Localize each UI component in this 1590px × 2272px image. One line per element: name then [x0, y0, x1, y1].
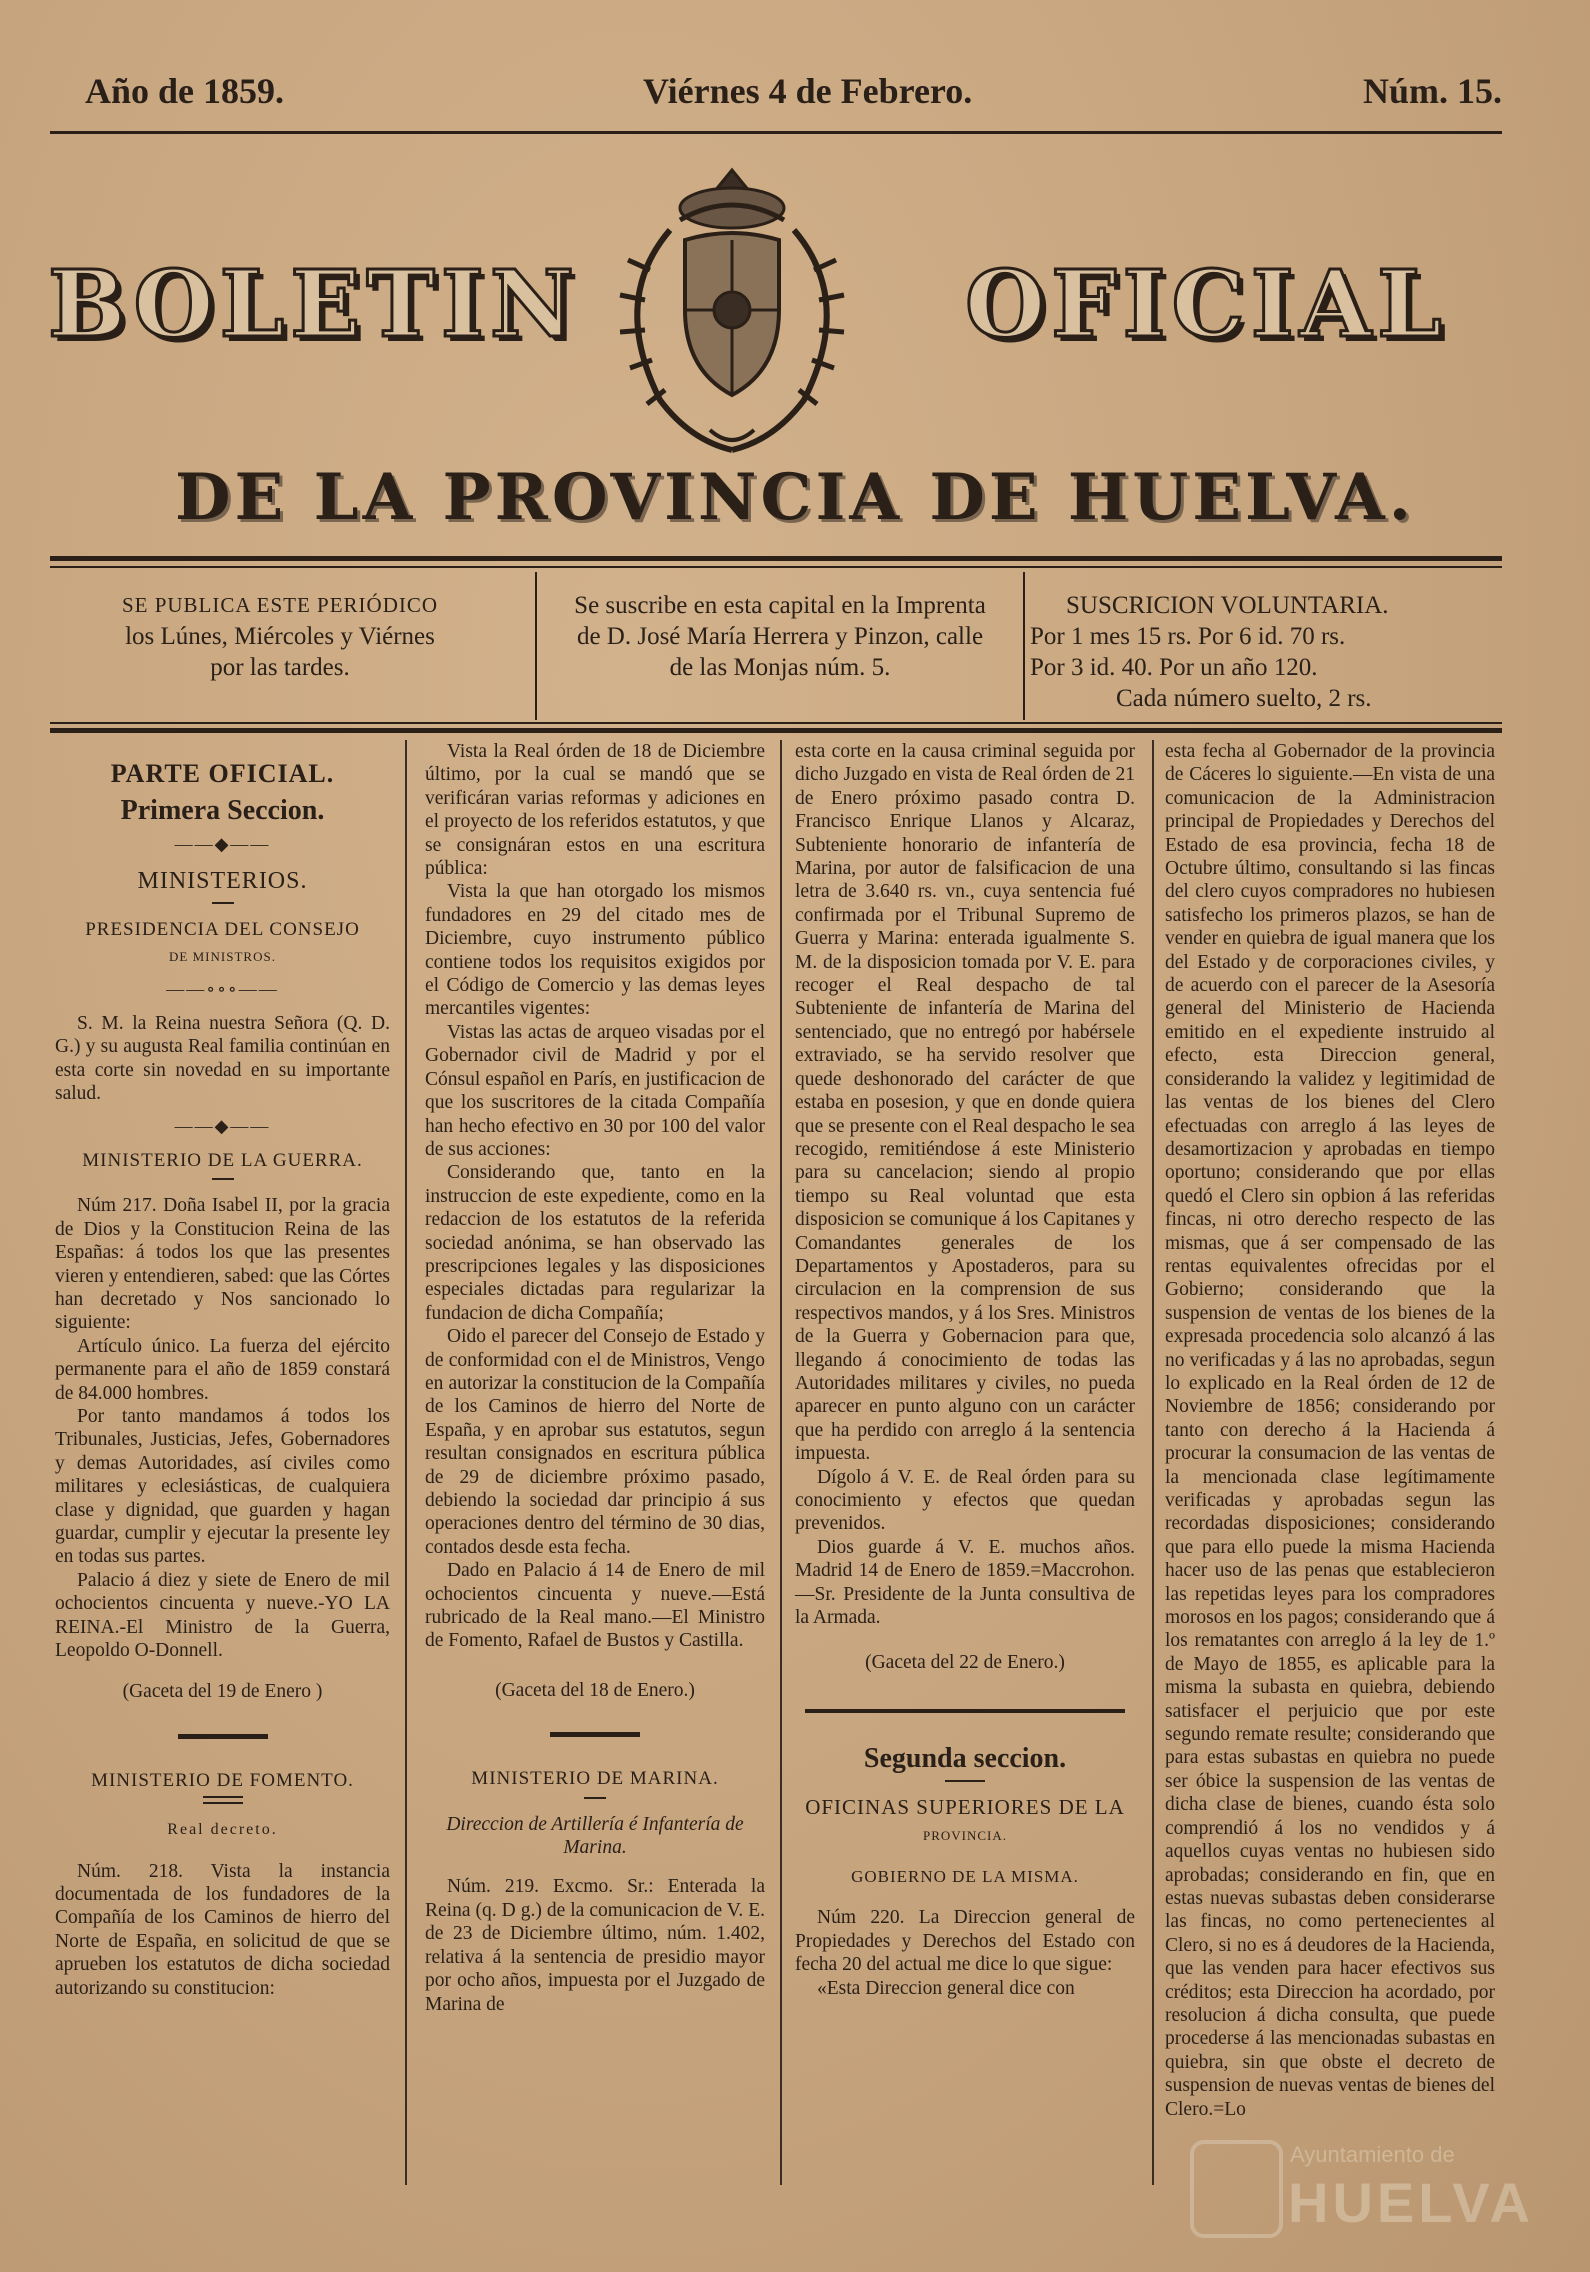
section-bar [550, 1732, 640, 1737]
issue-date: Viérnes 4 de Febrero. [643, 71, 973, 111]
real-decreto-heading: Real decreto. [167, 1821, 278, 1839]
column-1 [55, 740, 390, 2000]
paragraph: Oido el parecer del Consejo de Estado y de conformidad con el de Ministros, Vengo en autorizar la constitucion de la Compañía de los Caminos de hierro del Norte de España, y en aprobar sus estatutos, segun resultan consignados en escritura pública de 29 de diciembre próximo pasado, debiendo la sociedad dar principio á sus operaciones dentro del término de 30 dias, contados desde esta fecha. [425, 1326, 765, 1558]
archive-watermark [1190, 2130, 1534, 2240]
column-divider [405, 740, 407, 2185]
paragraph: Dígolo á V. E. de Real órden para su conocimiento y efectos que quedan prevenidos. [795, 1466, 1135, 1535]
dateline [55, 70, 1503, 120]
paragraph: Dado en Palacio á 14 de Enero de mil ochocientos cincuenta y nueve.—Está rubricado de la Real mano.—El Ministro de Fomento, Rafael de Bustos y Castilla. [425, 1560, 765, 1652]
paragraph: Núm 220. La Direccion general de Propiedades y Derechos del Estado con fecha 20 del actual me dice lo que sigue: [795, 1907, 1135, 1976]
issue-number: Núm. 15. [1363, 71, 1503, 111]
oficinas-heading: OFICINAS SUPERIORES DE LA [805, 1795, 1125, 1820]
info-rule-1 [50, 722, 1502, 724]
subscription-prices-line: SUSCRICION VOLUNTARIA. [1066, 592, 1389, 619]
paragraph: Vista la Real órden de 18 de Diciembre último, por la cual se mandó que se verificáran varias reformas y adiciones en el proyecto de los referidos estatutos, y que se consignáran estos en una escritura pública: [425, 741, 765, 880]
paragraph: «Esta Direccion general dice con [817, 1977, 1075, 1999]
subscription-prices-line: Por 3 id. 40. Por un año 120. [1030, 654, 1318, 681]
city-logo-icon [1190, 2140, 1283, 2238]
subscription-place-line: de D. José María Herrera y Pinzon, calle [576, 623, 984, 650]
watermark-small-text: Ayuntamiento de [1290, 2142, 1455, 2167]
publication-info-line: SE PUBLICA ESTE PERIÓDICO [121, 593, 439, 617]
fomento-heading: MINISTERIO DE FOMENTO. [91, 1769, 354, 1791]
paragraph: Dios guarde á V. E. muchos años. Madrid 14 de Enero de 1859.=Maccrohon.—Sr. Presidente de la Junta consultiva de la Armada. [795, 1536, 1135, 1629]
column-3 [795, 740, 1135, 2000]
ornament-divider: ——◆—— [174, 1116, 271, 1137]
column-2 [425, 740, 765, 2016]
paragraph: Vistas las actas de arqueo visadas por el Gobernador civil de Madrid y por el Cónsul español en París, en justificacion de que los suscritores de la citada Compañía han hecho efectivo en 30 por 100 del valor de sus acciones: [425, 1021, 765, 1160]
paragraph: esta fecha al Gobernador de la provincia de Cáceres lo siguiente.—En vista de una comunicacion de la Administracion principal de Propiedades y Derechos del Estado de esa provincia, fecha 18 de Octubre último, consultando si las fincas del clero cuyos compradores no hubiesen satisfecho los primeros plazos, se han de vender en quiebra de igual manera que los del Estado y de corporaciones civiles, y de acuerdo con el parecer de la Asesoría general del Ministerio de Hacienda emitido en el expediente instruido al efecto, esta Direccion general, considerando la validez y legitimidad de las ventas de los bienes del Clero efectuadas con arreglo á las leyes de desamortizacion y aprobadas en tiempo oportuno; considerando que por ellas quedó el Clero sin opbion á las referidas fincas, ni otro derecho respecto de las mismas, que á ser compensado de las rentas equivalentes ofrecidas por el Gobierno; considerando que la suspension de ventas de los bienes de la expresada procedencia solo alcanzó á las no verificadas y á las no aprobadas, segun lo explicado en la Real órden de 12 de Noviembre de 1856; considerando por tanto con derecho á la Hacienda á procurar la consumacion de las ventas de la mencionada clase legítimamente verificadas y aprobadas segun las recordadas disposiciones; considerando que para ello puede la misma Hacienda hacer uso de las penas que establecieron las repetidas leyes para los compradores morosos en los pagos; considerando que á los rematantes con arreglo á la ley de 1.º de Mayo de 1855, es aplicable para la misma la subasta en quiebra, debiendo satisfacer el perjuicio que por este segundo remate resulte; considerando que para estas subastas en quiebra no puede ser óbice la suspension de las ventas de dicha clase de bienes, cuando ésta solo comprendió á los no vendidos y á aquellos cuyas ventas no hubiesen sido aprobadas; considerando en fin, que en estas nuevas subastas deben considerarse las fincas, no como pertenecientes al Clero, si no es á deudores de la Hacienda, que las venden para hacer efectivos sus créditos; esta Direccion ha acordado, por resolucion á dicha consulta, que puede procederse á las mencionadas subastas en quiebra, sin que obste el decreto de suspension de nuevas ventas de bienes del Clero.=Lo [1165, 741, 1495, 2120]
column-divider [1152, 740, 1154, 2185]
masthead-rule-2 [50, 566, 1502, 568]
coat-of-arms-icon [590, 160, 875, 460]
short-dash [212, 1178, 234, 1180]
presidencia-heading: PRESIDENCIA DEL CONSEJO [85, 918, 360, 940]
paragraph: Por tanto mandamos á todos los Tribunales, Justicias, Jefes, Gobernadores y demas Autoridades, así civiles como militares y eclesiásticas, de cualquiera clase y dignidad, que guarden y hagan guardar, cumplir y ejecutar la presente ley en todas sus partes. [55, 1405, 390, 1568]
title-boletin: BOLETIN [48, 250, 581, 358]
subscription-prices-line: Cada número suelto, 2 rs. [1116, 685, 1372, 712]
info-divider [535, 572, 537, 720]
provincia-heading: PROVINCIA. [922, 1827, 1008, 1843]
ornament-divider: ——∘∘∘—— [166, 979, 279, 1000]
guerra-heading: MINISTERIO DE LA GUERRA. [82, 1149, 363, 1171]
paragraph: Vista la que han otorgado los mismos fundadores en 29 del citado mes de Diciembre, cuyo instrumento público contiene todos los requisitos exigidos por el Código de Comercio y las demas leyes mercantiles vigentes: [425, 881, 765, 1020]
subtitle: DE LA PROVINCIA DE HUELVA. [175, 460, 1415, 535]
issue-year: Año de 1859. [85, 71, 285, 111]
de-ministros-heading: DE MINISTROS. [169, 949, 276, 965]
marina-heading: MINISTERIO DE MARINA. [471, 1768, 719, 1790]
paragraph: Considerando que, tanto en la instruccion de este expediente, como en la redaccion de los estatutos de la referida sociedad anónima, se han observado las prescripciones legales y las disposiciones especiales dictadas para regularizar la fundacion de dicha Compañía; [425, 1162, 765, 1324]
gaceta-citation: (Gaceta del 18 de Enero.) [495, 1679, 695, 1701]
short-dash [945, 1780, 985, 1782]
subscription-prices-line: Por 1 mes 15 rs. Por 6 id. 70 rs. [1030, 623, 1346, 650]
watermark-big-text: HUELVA [1288, 2171, 1534, 2234]
short-dash [212, 902, 234, 904]
subscription-prices [1030, 590, 1480, 714]
masthead-rule-1 [50, 556, 1502, 561]
info-rule-2 [50, 728, 1502, 733]
top-rule [50, 131, 1502, 134]
gaceta-citation: (Gaceta del 19 de Enero ) [122, 1681, 323, 1703]
paragraph: Núm 217. Doña Isabel II, por la gracia de Dios y la Constitucion Reina de las Españas: á todos los que las presentes vieren y entendieren, sabed: que las Córtes han decretado y Nos sancionado lo siguiente: [55, 1195, 390, 1334]
column-divider [780, 740, 782, 2185]
primera-seccion-heading: Primera Seccion. [120, 795, 325, 827]
paragraph: Núm. 218. Vista la instancia documentada de los fundadores de la Compañía de los Caminos de hierro del Norte de España, en solicitud de que se aprueben los estatutos de dicha sociedad autorizando su constitucion: [55, 1860, 390, 1999]
info-divider [1023, 572, 1025, 720]
paragraph: Núm. 219. Excmo. Sr.: Enterada la Reina (q. D g.) de la comunicacion de V. E. de 23 de Diciembre último, núm. 1.402, relativa á la sentencia de presidio mayor por ocho años, impuesta por el Juzgado de Marina de [425, 1876, 765, 2015]
paragraph: esta corte en la causa criminal seguida por dicho Juzgado en vista de Real órden de 21 de Enero próximo pasado contra D. Francisco Enrique Llanos y Alcaraz, Subteniente honorario de infantería de Marina, por autor de falsificacion de una letra de 3.640 rs. vn., cuya sentencia fué confirmada por el Tribunal Supremo de Guerra y Marina: enterada igualmente S. M. de la disposicion tomada por V. E. para recoger el Real despacho de tal Subteniente de infantería de Marina del sentenciado, que no entregó por habérsele extraviado, se ha servido resolver que quede deshonorado del carácter de que estaba en posesion, y que en donde quiera que se presente con el Real despacho le sea recogido, remitiéndose á este Ministerio para su cancelacion; siendo al propio tiempo su Real voluntad que esta disposicion se comunique á los Capitanes y Comandantes generales de los Departamentos y Apostaderos, para su circulacion en la comprension de sus respectivos mandos, y á los Sres. Ministros de la Guerra y Gobernacion para que, llegando á conocimiento de todas las Autoridades militares y civiles, no pueda aparecer en punto alguno con un carácter que ha perdido con arreglo á la sentencia impuesta. [795, 741, 1135, 1465]
direccion-heading: Direccion de Artillería é Infantería de Marina. [446, 1813, 744, 1859]
segunda-seccion-heading: Segunda seccion. [863, 1742, 1067, 1774]
parte-oficial-heading: PARTE OFICIAL. [110, 759, 335, 788]
publication-info-line: por las tardes. [210, 654, 350, 681]
section-rule [805, 1709, 1125, 1713]
publication-info [80, 590, 480, 683]
ministerios-heading: MINISTERIOS. [137, 868, 308, 895]
short-dash [584, 1797, 606, 1799]
subscription-place-line: de las Monjas núm. 5. [669, 654, 891, 681]
double-dash [203, 1796, 243, 1804]
title-oficial: OFICIAL [965, 250, 1448, 358]
gaceta-citation: (Gaceta del 22 de Enero.) [865, 1652, 1065, 1674]
paragraph: Artículo único. La fuerza del ejército permanente para el año de 1859 constará de 84.000 hombres. [55, 1335, 390, 1404]
column-4 [1165, 740, 1495, 2121]
section-bar [178, 1734, 268, 1739]
subscription-place-line: Se suscribe en esta capital en la Imprenta [574, 592, 986, 619]
publication-info-line: los Lúnes, Miércoles y Viérnes [125, 623, 435, 650]
paragraph: Palacio á diez y siete de Enero de mil ochocientos cincuenta y nueve.-YO LA REINA.-El Ministro de la Guerra, Leopoldo O-Donnell. [55, 1569, 390, 1661]
gobierno-heading: GOBIERNO DE LA MISMA. [851, 1867, 1079, 1887]
paragraph: S. M. la Reina nuestra Señora (Q. D. G.) y su augusta Real familia continúan en esta corte sin novedad en su importante salud. [55, 1012, 390, 1105]
subscription-place [540, 590, 1020, 683]
ornament-divider: ——◆—— [174, 833, 271, 854]
